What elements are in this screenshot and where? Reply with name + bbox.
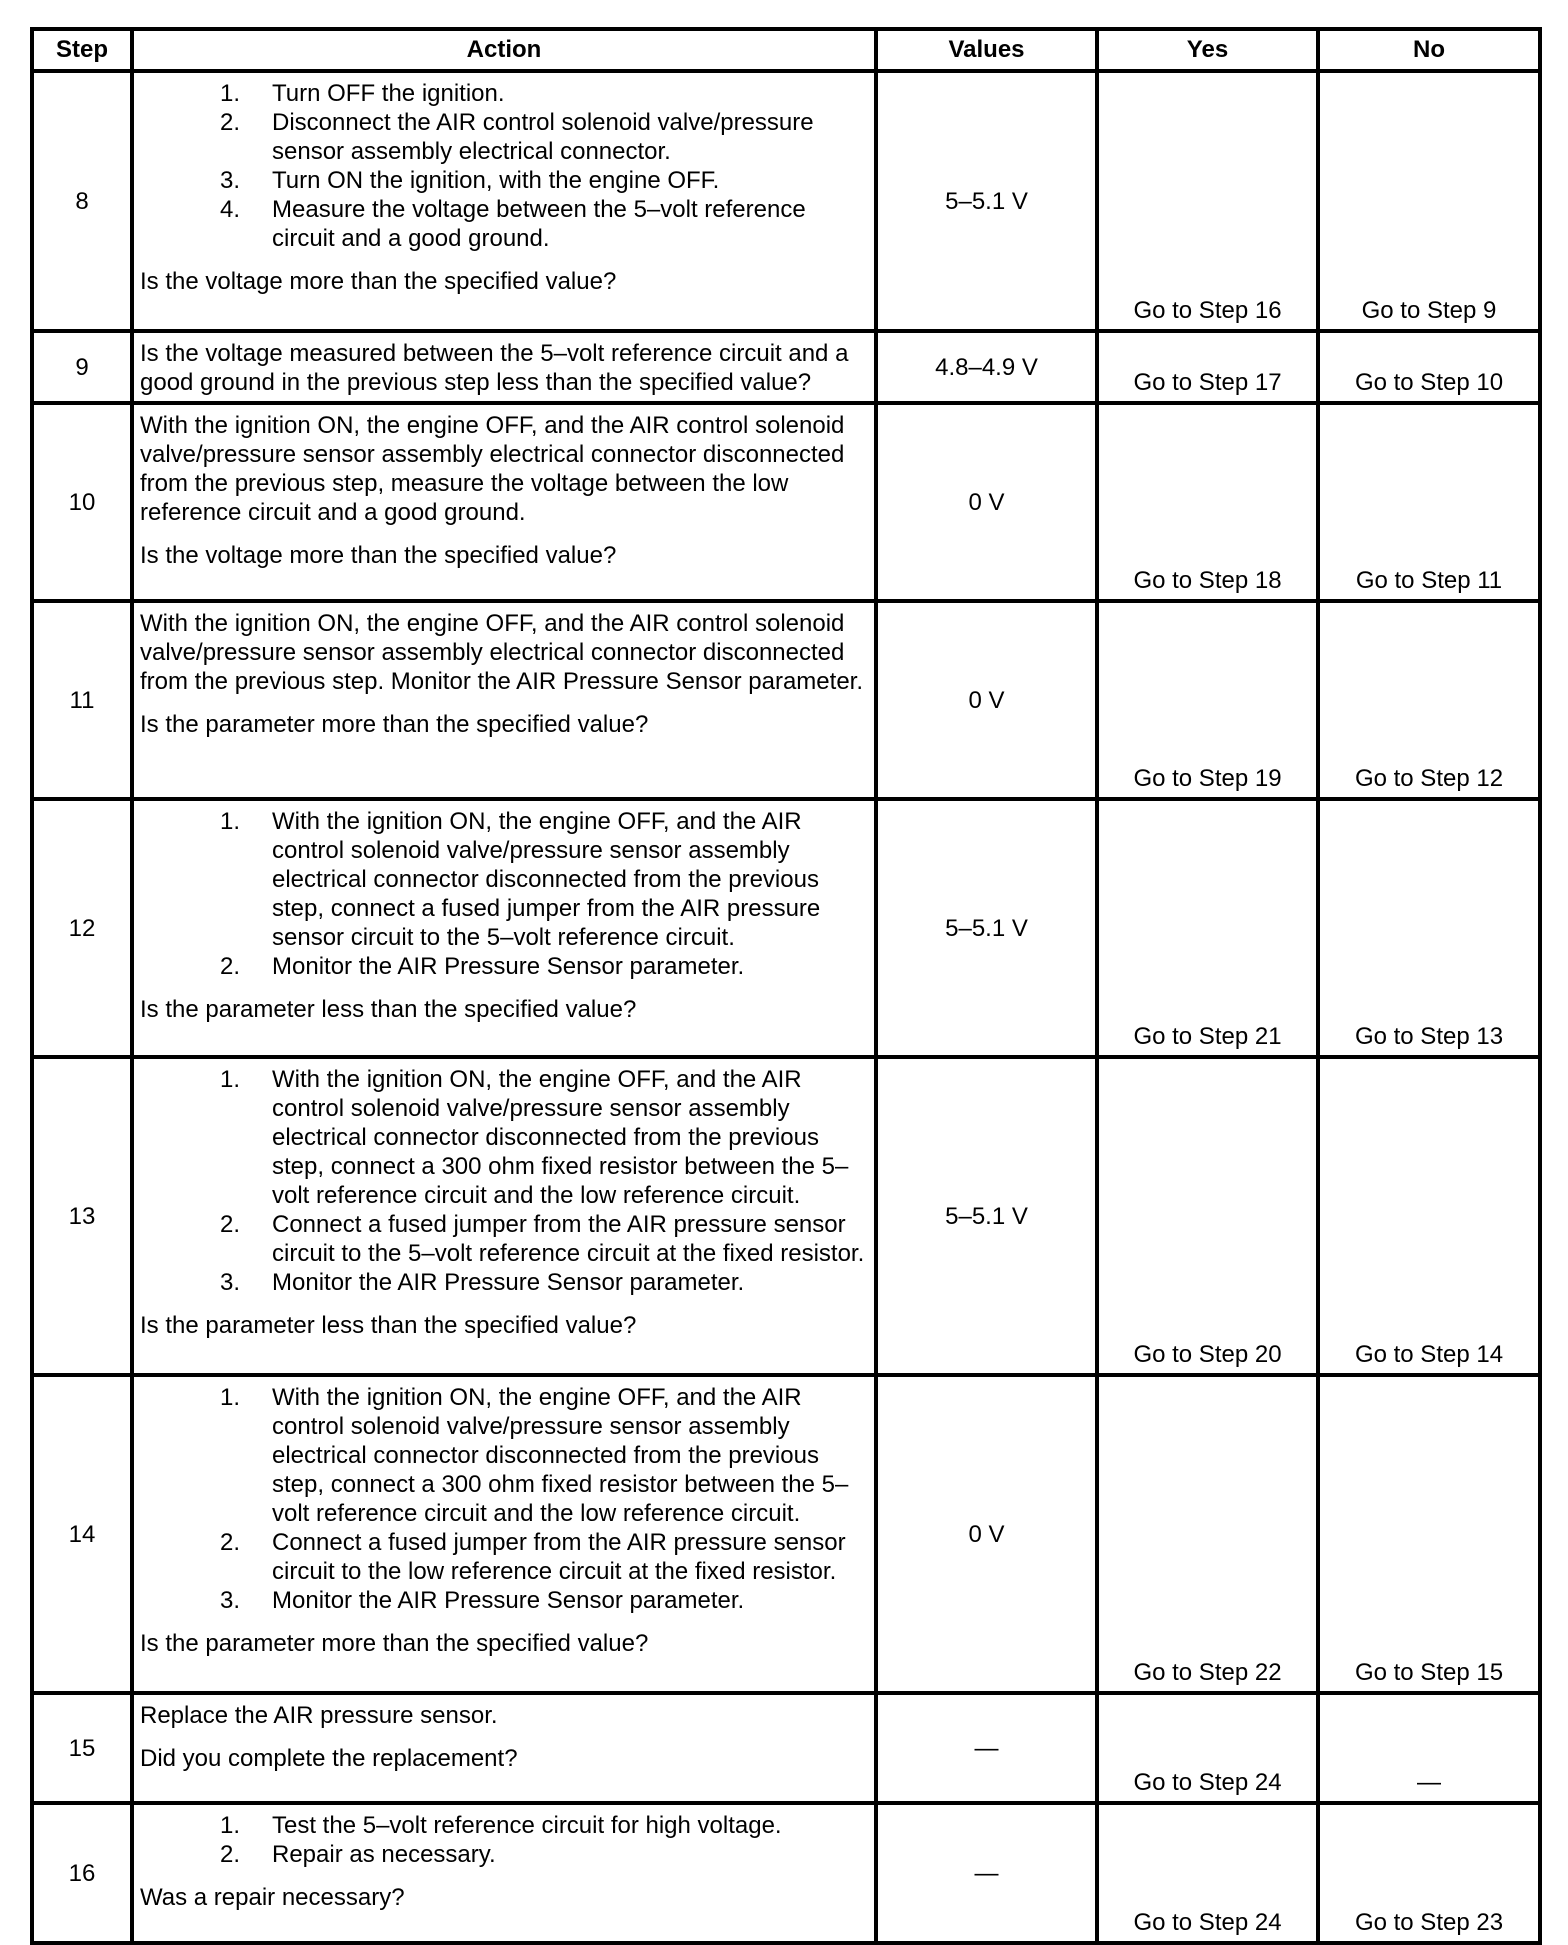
action-item-text: Disconnect the AIR control solenoid valve/pressure sensor assembly electrical connector. <box>272 109 814 165</box>
value-cell: — <box>876 1803 1097 1943</box>
action-cell <box>132 1375 876 1693</box>
action-item-text: Monitor the AIR Pressure Sensor parameter. <box>272 953 745 980</box>
yes-cell: Go to Step 22 <box>1097 1375 1318 1693</box>
action-cell <box>132 403 876 601</box>
list-item: 1. With the ignition ON, the engine OFF, and the AIR control solenoid valve/pressure sensor assembly electrical connector disconnected from the previous step, connect a 300 ohm fixed resistor between the 5–volt reference circuit and the low reference circuit. <box>140 1383 866 1528</box>
step-number: 15 <box>32 1693 132 1803</box>
list-item: 2. Disconnect the AIR control solenoid valve/pressure sensor assembly electrical connector. <box>140 108 866 166</box>
table-row <box>32 601 1540 799</box>
list-item: 3. Monitor the AIR Pressure Sensor parameter. <box>140 1268 866 1297</box>
action-cell <box>132 71 876 331</box>
list-item: 2. Connect a fused jumper from the AIR pressure sensor circuit to the low reference circuit at the fixed resistor. <box>140 1528 866 1586</box>
no-cell: Go to Step 12 <box>1318 601 1540 799</box>
action-item-text: Repair as necessary. <box>272 1841 496 1868</box>
table-row <box>32 1375 1540 1693</box>
list-item: 4. Measure the voltage between the 5–volt reference circuit and a good ground. <box>140 195 866 253</box>
diagnostic-table <box>30 27 1542 1945</box>
table-body <box>32 71 1540 1943</box>
action-cell <box>132 1057 876 1375</box>
no-cell: Go to Step 13 <box>1318 799 1540 1057</box>
action-question: Is the voltage more than the specified value? <box>140 542 617 569</box>
action-question: Is the parameter less than the specified value? <box>140 1312 637 1339</box>
header-row <box>32 29 1540 71</box>
table-row <box>32 799 1540 1057</box>
no-cell: Go to Step 11 <box>1318 403 1540 601</box>
table-row <box>32 1057 1540 1375</box>
step-number: 9 <box>32 331 132 403</box>
action-item-text: Connect a fused jumper from the AIR pressure sensor circuit to the 5–volt reference circuit at the fixed resistor. <box>272 1211 865 1267</box>
step-number: 16 <box>32 1803 132 1943</box>
action-item-text: Test the 5–volt reference circuit for high voltage. <box>272 1812 782 1839</box>
action-cell <box>132 601 876 799</box>
no-cell: Go to Step 14 <box>1318 1057 1540 1375</box>
list-item: 1. With the ignition ON, the engine OFF, and the AIR control solenoid valve/pressure sensor assembly electrical connector disconnected from the previous step, connect a fused jumper from the AIR pressure sensor circuit to the 5–volt reference circuit. <box>140 807 866 952</box>
action-item-text: With the ignition ON, the engine OFF, and the AIR control solenoid valve/pressure sensor assembly electrical connector disconnected from the previous step, connect a fused jumper from the AIR pressure sensor circuit to the 5–volt reference circuit. <box>272 808 821 951</box>
header-no: No <box>1318 29 1540 71</box>
value-cell: 0 V <box>876 1375 1097 1693</box>
yes-cell: Go to Step 24 <box>1097 1803 1318 1943</box>
yes-cell: Go to Step 19 <box>1097 601 1318 799</box>
no-cell: Go to Step 10 <box>1318 331 1540 403</box>
value-cell: 5–5.1 V <box>876 799 1097 1057</box>
step-number: 14 <box>32 1375 132 1693</box>
list-item: 3. Monitor the AIR Pressure Sensor parameter. <box>140 1586 866 1615</box>
step-number: 8 <box>32 71 132 331</box>
action-list <box>140 1065 866 1297</box>
value-cell: 4.8–4.9 V <box>876 331 1097 403</box>
action-text: With the ignition ON, the engine OFF, and the AIR control solenoid valve/pressure sensor assembly electrical connector disconnected from the previous step. Monitor the AIR Pressure Sensor parameter. <box>140 610 863 695</box>
value-cell: — <box>876 1693 1097 1803</box>
action-list <box>140 807 866 981</box>
list-item: 1. With the ignition ON, the engine OFF, and the AIR control solenoid valve/pressure sensor assembly electrical connector disconnected from the previous step, connect a 300 ohm fixed resistor between the 5–volt reference circuit and the low reference circuit. <box>140 1065 866 1210</box>
action-cell <box>132 1803 876 1943</box>
no-cell: Go to Step 9 <box>1318 71 1540 331</box>
action-item-text: Monitor the AIR Pressure Sensor parameter. <box>272 1587 745 1614</box>
header-yes: Yes <box>1097 29 1318 71</box>
action-item-text: Turn ON the ignition, with the engine OFF. <box>272 167 720 194</box>
action-question: Is the parameter more than the specified value? <box>140 1630 649 1657</box>
list-item: 1. Turn OFF the ignition. <box>140 79 866 108</box>
table-row <box>32 1693 1540 1803</box>
yes-cell: Go to Step 24 <box>1097 1693 1318 1803</box>
header-step: Step <box>32 29 132 71</box>
action-item-text: Connect a fused jumper from the AIR pressure sensor circuit to the low reference circuit at the fixed resistor. <box>272 1529 846 1585</box>
yes-cell: Go to Step 21 <box>1097 799 1318 1057</box>
no-cell: Go to Step 23 <box>1318 1803 1540 1943</box>
list-item: 1. Test the 5–volt reference circuit for high voltage. <box>140 1811 866 1840</box>
step-number: 11 <box>32 601 132 799</box>
action-cell <box>132 1693 876 1803</box>
yes-cell: Go to Step 16 <box>1097 71 1318 331</box>
action-cell <box>132 799 876 1057</box>
value-cell: 0 V <box>876 601 1097 799</box>
list-item: 2. Connect a fused jumper from the AIR pressure sensor circuit to the 5–volt reference circuit at the fixed resistor. <box>219 1211 865 1267</box>
action-question: Is the voltage more than the specified value? <box>140 268 617 295</box>
value-cell: 5–5.1 V <box>876 1057 1097 1375</box>
step-number: 12 <box>32 799 132 1057</box>
action-list <box>140 79 866 253</box>
table-row <box>32 71 1540 331</box>
value-cell: 0 V <box>876 403 1097 601</box>
action-cell <box>132 331 876 403</box>
action-item-text: With the ignition ON, the engine OFF, and the AIR control solenoid valve/pressure sensor assembly electrical connector disconnected from the previous step, connect a 300 ohm fixed resistor between the 5–volt reference circuit and the low reference circuit. <box>272 1066 849 1209</box>
no-cell: — <box>1318 1693 1540 1803</box>
header-values: Values <box>876 29 1097 71</box>
table-row <box>32 403 1540 601</box>
list-item: 3. Turn ON the ignition, with the engine OFF. <box>140 166 866 195</box>
yes-cell: Go to Step 18 <box>1097 403 1318 601</box>
action-text: Is the voltage measured between the 5–volt reference circuit and a good ground in the previous step less than the specified value? <box>140 340 849 396</box>
action-text: With the ignition ON, the engine OFF, and the AIR control solenoid valve/pressure sensor assembly electrical connector disconnected from the previous step, measure the voltage between the low reference circuit and a good ground. <box>140 412 845 526</box>
value-cell: 5–5.1 V <box>876 71 1097 331</box>
no-cell: Go to Step 15 <box>1318 1375 1540 1693</box>
table-row <box>32 331 1540 403</box>
action-item-text: Measure the voltage between the 5–volt reference circuit and a good ground. <box>272 196 806 252</box>
action-question: Is the parameter more than the specified value? <box>140 711 649 738</box>
action-text: Replace the AIR pressure sensor. <box>140 1702 498 1729</box>
action-question: Was a repair necessary? <box>140 1884 405 1911</box>
yes-cell: Go to Step 17 <box>1097 331 1318 403</box>
step-number: 10 <box>32 403 132 601</box>
action-question: Did you complete the replacement? <box>140 1745 518 1772</box>
step-number: 13 <box>32 1057 132 1375</box>
action-question: Is the parameter less than the specified value? <box>140 996 637 1023</box>
action-list <box>140 1811 866 1869</box>
table-row <box>32 1803 1540 1943</box>
list-item: 2. Monitor the AIR Pressure Sensor parameter. <box>140 952 866 981</box>
yes-cell: Go to Step 20 <box>1097 1057 1318 1375</box>
list-item: 2. Repair as necessary. <box>140 1840 866 1869</box>
action-item-text: Monitor the AIR Pressure Sensor parameter. <box>272 1269 745 1296</box>
action-item-text: Turn OFF the ignition. <box>272 80 505 107</box>
header-action: Action <box>132 29 876 71</box>
action-item-text: With the ignition ON, the engine OFF, and the AIR control solenoid valve/pressure sensor assembly electrical connector disconnected from the previous step, connect a 300 ohm fixed resistor between the 5–volt reference circuit and the low reference circuit. <box>272 1384 849 1527</box>
action-list <box>140 1383 866 1615</box>
